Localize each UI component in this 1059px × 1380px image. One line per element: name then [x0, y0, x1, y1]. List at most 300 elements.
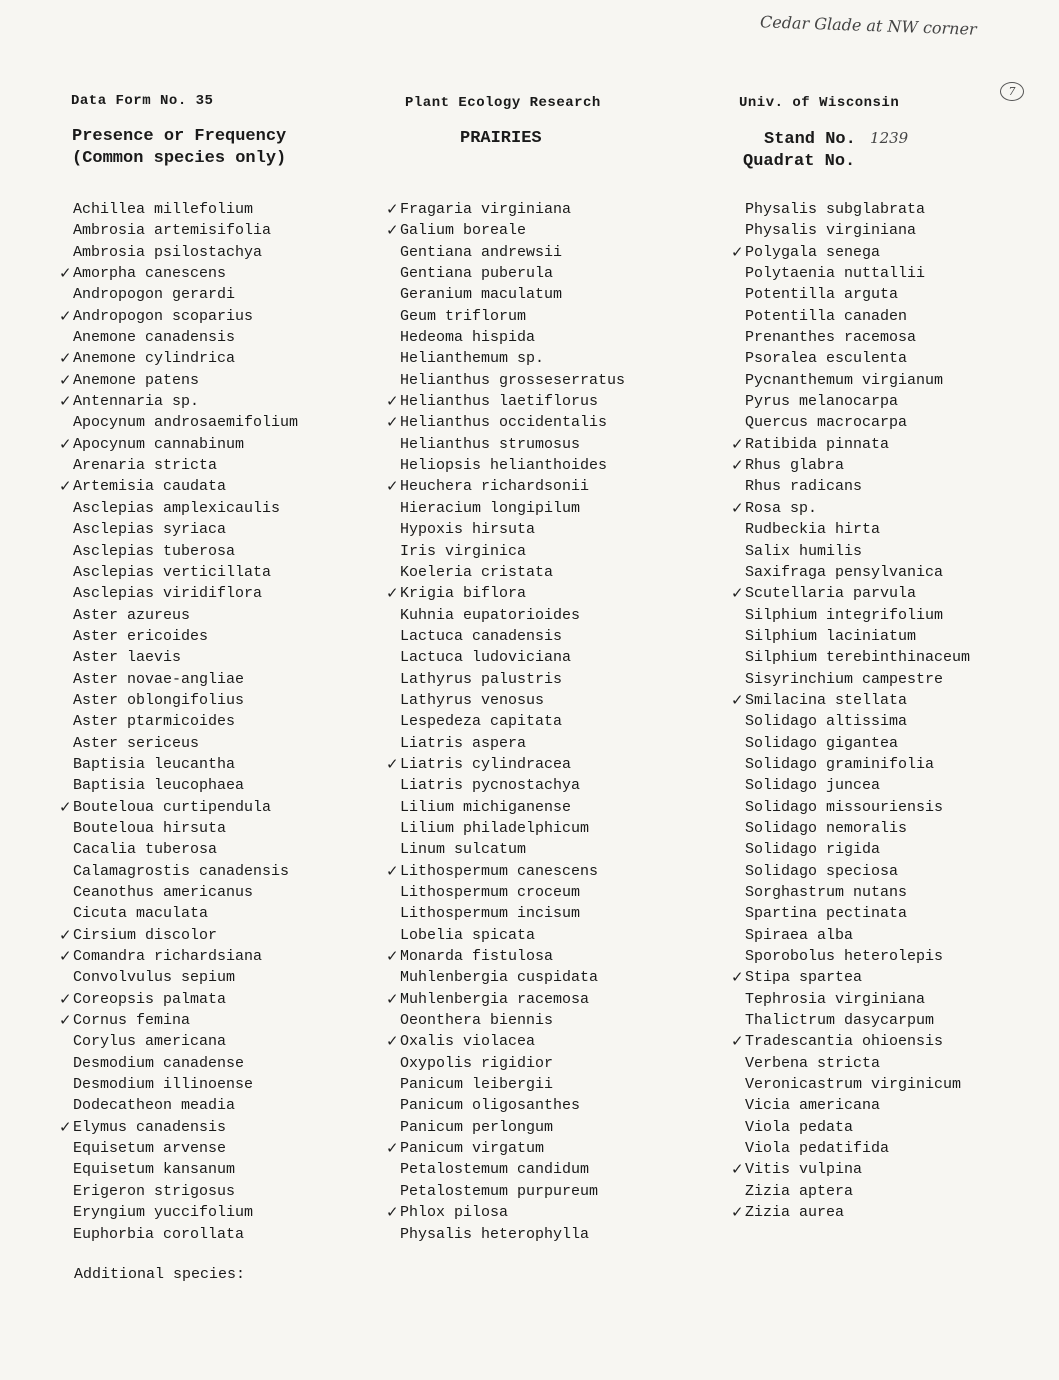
- species-name: Panicum leibergii: [400, 1076, 554, 1094]
- species-name: Andropogon gerardi: [73, 286, 236, 304]
- species-name: Solidago graminifolia: [745, 755, 935, 773]
- species-row: [400, 1074, 625, 1095]
- species-name: Krigia biflora: [400, 585, 527, 603]
- species-name: Lithospermum croceum: [400, 884, 581, 901]
- species-name: Equisetum kansanum: [73, 1161, 236, 1179]
- species-name: Ambrosia psilostachya: [73, 243, 263, 261]
- species-name: Solidago juncea: [745, 777, 881, 795]
- species-row: [73, 1159, 298, 1180]
- species-name: Amorpha canescens: [73, 265, 227, 283]
- species-row: [400, 370, 625, 391]
- species-name: Solidago speciosa: [745, 862, 899, 880]
- species-name: Sorghastrum nutans: [745, 884, 908, 901]
- species-name: Helianthus grosseserratus: [400, 371, 626, 389]
- species-row: [731, 434, 970, 455]
- species-row: [73, 1074, 298, 1095]
- presence-heading: [72, 126, 286, 170]
- species-row: [745, 412, 970, 433]
- species-name: Bouteloua hirsuta: [73, 819, 227, 837]
- species-row: [400, 455, 625, 476]
- species-name: Convolvulus sepium: [73, 969, 236, 987]
- species-row: [59, 306, 298, 327]
- species-row: [400, 1117, 625, 1138]
- species-name: Liatris cylindracea: [400, 755, 572, 773]
- species-column-3: [731, 199, 971, 1224]
- species-row: [386, 476, 625, 497]
- species-row: [73, 605, 298, 626]
- species-name: Hypoxis hirsuta: [400, 521, 536, 539]
- species-name: Heuchera richardsonii: [400, 478, 590, 496]
- species-name: Cornus femina: [73, 1012, 191, 1030]
- species-row: [59, 925, 298, 946]
- species-name: Vitis vulpina: [745, 1161, 863, 1179]
- species-row: [745, 1181, 970, 1202]
- check-mark-icon: ✓: [59, 349, 72, 368]
- species-name: Solidago rigida: [745, 841, 881, 859]
- species-name: Lathyrus palustris: [400, 670, 563, 688]
- species-name: Physalis virginiana: [745, 222, 917, 240]
- species-name: Rhus glabra: [745, 457, 845, 475]
- check-mark-icon: ✓: [59, 370, 72, 389]
- check-mark-icon: ✓: [731, 498, 744, 517]
- check-mark-icon: ✓: [386, 477, 399, 496]
- species-name: Euphorbia corollata: [73, 1225, 245, 1243]
- species-row: [73, 754, 298, 775]
- species-name: Polygala senega: [745, 243, 881, 261]
- species-row: [745, 220, 970, 241]
- presence-line-1: Presence or Frequency: [72, 127, 287, 146]
- species-name: Linum sulcatum: [400, 841, 527, 859]
- species-row: [59, 434, 298, 455]
- species-row: [59, 797, 298, 818]
- species-name: Gentiana andrewsii: [400, 243, 563, 261]
- species-row: [59, 1117, 298, 1138]
- check-mark-icon: ✓: [59, 989, 72, 1008]
- species-name: Muhlenbergia cuspidata: [400, 969, 599, 987]
- species-row: [73, 882, 298, 903]
- species-name: Rudbeckia hirta: [745, 521, 881, 539]
- species-name: Polytaenia nuttallii: [745, 265, 926, 283]
- species-row: [73, 284, 298, 305]
- species-name: Sisyrinchium campestre: [745, 670, 944, 688]
- check-mark-icon: ✓: [386, 989, 399, 1008]
- check-mark-icon: ✓: [386, 413, 399, 432]
- species-row: [745, 562, 970, 583]
- research-title: Plant Ecology Research: [405, 95, 601, 111]
- species-row: [731, 967, 970, 988]
- species-name: Bouteloua curtipendula: [73, 798, 272, 816]
- species-row: [745, 882, 970, 903]
- species-row: [73, 412, 298, 433]
- species-name: Tephrosia virginiana: [745, 990, 926, 1008]
- check-mark-icon: ✓: [386, 200, 399, 218]
- species-row: [745, 476, 970, 497]
- species-name: Coreopsis palmata: [73, 990, 227, 1008]
- check-mark-icon: ✓: [731, 968, 744, 987]
- species-name: Oxalis violacea: [400, 1033, 536, 1051]
- species-name: Artemisia caudata: [73, 478, 227, 496]
- species-name: Petalostemum candidum: [400, 1161, 590, 1179]
- species-row: [59, 1010, 298, 1031]
- check-mark-icon: ✓: [59, 306, 72, 325]
- species-name: Asclepias tuberosa: [73, 542, 236, 560]
- species-name: Comandra richardsiana: [73, 948, 263, 966]
- species-name: Apocynum androsaemifolium: [73, 414, 299, 432]
- species-name: Asclepias syriaca: [73, 521, 227, 539]
- check-mark-icon: ✓: [386, 584, 399, 603]
- species-row: [745, 1138, 970, 1159]
- species-row: [400, 1181, 625, 1202]
- species-row: [400, 1159, 625, 1180]
- species-row: [745, 903, 970, 924]
- species-name: Cicuta maculata: [73, 905, 209, 923]
- check-mark-icon: ✓: [59, 434, 72, 453]
- species-name: Monarda fistulosa: [400, 948, 554, 966]
- species-row: [400, 1053, 625, 1074]
- species-name: Lobelia spicata: [400, 926, 536, 944]
- species-name: Calamagrostis canadensis: [73, 862, 290, 880]
- species-name: Aster oblongifolius: [73, 691, 245, 709]
- species-row: [73, 1053, 298, 1074]
- species-row: [745, 733, 970, 754]
- check-mark-icon: ✓: [731, 456, 744, 475]
- species-row: [400, 690, 625, 711]
- species-row: [745, 754, 970, 775]
- species-name: Solidago gigantea: [745, 734, 899, 752]
- check-mark-icon: ✓: [59, 1117, 72, 1136]
- species-name: Anemone cylindrica: [73, 350, 236, 368]
- species-row: [731, 498, 970, 519]
- species-row: [73, 220, 298, 241]
- species-row: [73, 839, 298, 860]
- species-row: [745, 946, 970, 967]
- university-name: Univ. of Wisconsin: [739, 95, 900, 111]
- species-name: Prenanthes racemosa: [745, 329, 917, 347]
- species-row: [745, 839, 970, 860]
- species-row: [731, 1031, 970, 1052]
- species-name: Vicia americana: [745, 1097, 881, 1115]
- circled-page-number: 7: [1000, 82, 1024, 101]
- species-row: [400, 797, 625, 818]
- check-mark-icon: ✓: [59, 392, 72, 411]
- species-row: [745, 647, 970, 668]
- species-row: [73, 1202, 298, 1223]
- species-name: Ambrosia artemisifolia: [73, 222, 272, 240]
- species-row: [745, 263, 970, 284]
- check-mark-icon: ✓: [59, 264, 72, 283]
- species-name: Rosa sp.: [745, 499, 818, 517]
- species-name: Zizia aurea: [745, 1204, 845, 1222]
- species-name: Pycnanthemum virgianum: [745, 371, 944, 389]
- species-row: [386, 583, 625, 604]
- species-row: [731, 242, 970, 263]
- species-row: [400, 1095, 625, 1116]
- species-name: Andropogon scoparius: [73, 307, 254, 325]
- species-name: Phlox pilosa: [400, 1204, 509, 1222]
- check-mark-icon: ✓: [386, 947, 399, 966]
- species-row: [745, 989, 970, 1010]
- species-name: Gentiana puberula: [400, 265, 554, 283]
- species-row: [400, 1224, 625, 1245]
- species-name: Ratibida pinnata: [745, 435, 890, 453]
- species-row: [400, 925, 625, 946]
- species-name: Lathyrus venosus: [400, 691, 545, 709]
- species-row: [73, 626, 298, 647]
- check-mark-icon: ✓: [59, 797, 72, 816]
- species-row: [59, 946, 298, 967]
- species-row: [400, 519, 625, 540]
- species-name: Baptisia leucophaea: [73, 777, 245, 795]
- species-row: [73, 327, 298, 348]
- species-name: Elymus canadensis: [73, 1118, 227, 1136]
- species-name: Panicum virgatum: [400, 1140, 545, 1158]
- species-row: [73, 711, 298, 732]
- species-row: [73, 669, 298, 690]
- species-name: Lactuca canadensis: [400, 627, 563, 645]
- species-name: Aster azureus: [73, 606, 191, 624]
- species-row: [731, 1202, 970, 1223]
- species-row: [386, 1202, 625, 1223]
- species-row: [73, 498, 298, 519]
- species-row: [73, 818, 298, 839]
- presence-line-2: (Common species only): [72, 149, 287, 168]
- species-column-1: [59, 199, 299, 1245]
- species-name: Dodecatheon meadia: [73, 1097, 236, 1115]
- species-row: [400, 605, 625, 626]
- form-number: Data Form No. 35: [71, 93, 214, 109]
- species-name: Thalictrum dasycarpum: [745, 1012, 935, 1030]
- species-name: Anemone patens: [73, 371, 200, 389]
- species-row: [386, 220, 625, 241]
- check-mark-icon: ✓: [386, 1139, 399, 1158]
- species-name: Aster ericoides: [73, 627, 209, 645]
- check-mark-icon: ✓: [731, 1160, 744, 1179]
- species-row: [400, 541, 625, 562]
- species-row: [400, 967, 625, 988]
- check-mark-icon: ✓: [386, 861, 399, 880]
- species-row: [59, 263, 298, 284]
- species-name: Corylus americana: [73, 1033, 227, 1051]
- species-name: Panicum oligosanthes: [400, 1097, 581, 1115]
- species-row: [400, 434, 625, 455]
- species-row: [73, 1031, 298, 1052]
- species-name: Helianthus strumosus: [400, 435, 581, 453]
- species-name: Physalis subglabrata: [745, 201, 926, 218]
- stand-number: 1239: [870, 129, 909, 147]
- species-name: Muhlenbergia racemosa: [400, 990, 590, 1008]
- species-row: [73, 1181, 298, 1202]
- species-row: [59, 476, 298, 497]
- check-mark-icon: ✓: [386, 1032, 399, 1051]
- species-name: Kuhnia eupatorioides: [400, 606, 581, 624]
- species-name: Verbena stricta: [745, 1054, 881, 1072]
- species-row: [745, 519, 970, 540]
- species-row: [745, 605, 970, 626]
- species-name: Heliopsis helianthoides: [400, 457, 608, 475]
- species-name: Asclepias amplexicaulis: [73, 499, 281, 517]
- species-row: [73, 861, 298, 882]
- species-row: [73, 775, 298, 796]
- species-name: Eryngium yuccifolium: [73, 1204, 254, 1222]
- species-name: Saxifraga pensylvanica: [745, 563, 944, 581]
- species-row: [745, 391, 970, 412]
- species-name: Geum triflorum: [400, 307, 527, 325]
- species-row: [400, 882, 625, 903]
- species-name: Erigeron strigosus: [73, 1182, 236, 1200]
- species-name: Physalis heterophylla: [400, 1225, 590, 1243]
- species-row: [745, 306, 970, 327]
- species-row: [73, 199, 298, 220]
- species-name: Asclepias verticillata: [73, 563, 272, 581]
- check-mark-icon: ✓: [731, 690, 744, 709]
- species-name: Antennaria sp.: [73, 393, 200, 411]
- species-row: [386, 1138, 625, 1159]
- species-row: [73, 733, 298, 754]
- species-row: [400, 306, 625, 327]
- species-name: Helianthus occidentalis: [400, 414, 608, 432]
- quadrat-label: Quadrat No.: [743, 152, 856, 171]
- stand-quadrat-block: [743, 127, 908, 173]
- species-name: Potentilla canaden: [745, 307, 908, 325]
- species-row: [386, 861, 625, 882]
- check-mark-icon: ✓: [731, 1032, 744, 1051]
- check-mark-icon: ✓: [731, 1203, 744, 1222]
- species-row: [745, 1117, 970, 1138]
- species-row: [73, 1224, 298, 1245]
- species-row: [745, 327, 970, 348]
- species-name: Apocynum cannabinum: [73, 435, 245, 453]
- species-row: [400, 903, 625, 924]
- species-row: [745, 925, 970, 946]
- species-name: Desmodium illinoense: [73, 1076, 254, 1094]
- species-name: Aster novae-angliae: [73, 670, 245, 688]
- species-row: [59, 391, 298, 412]
- species-name: Arenaria stricta: [73, 457, 218, 475]
- species-row: [73, 455, 298, 476]
- species-name: Rhus radicans: [745, 478, 863, 496]
- species-name: Veronicastrum virginicum: [745, 1076, 962, 1094]
- species-row: [59, 989, 298, 1010]
- check-mark-icon: ✓: [386, 754, 399, 773]
- species-name: Ceanothus americanus: [73, 884, 254, 901]
- species-row: [386, 754, 625, 775]
- species-row: [386, 412, 625, 433]
- species-name: Viola pedatifida: [745, 1140, 890, 1158]
- species-name: Silphium laciniatum: [745, 627, 917, 645]
- species-name: Lilium michiganense: [400, 798, 572, 816]
- species-name: Pyrus melanocarpa: [745, 393, 899, 411]
- species-row: [731, 583, 970, 604]
- check-mark-icon: ✓: [59, 925, 72, 944]
- species-name: Smilacina stellata: [745, 691, 908, 709]
- handwritten-top-note: Cedar Glade at NW corner: [759, 12, 977, 39]
- species-name: Silphium integrifolium: [745, 606, 944, 624]
- species-name: Aster laevis: [73, 649, 182, 667]
- species-name: Quercus macrocarpa: [745, 414, 908, 432]
- species-row: [400, 711, 625, 732]
- species-name: Geranium maculatum: [400, 286, 563, 304]
- species-row: [73, 1095, 298, 1116]
- species-row: [400, 327, 625, 348]
- species-row: [73, 242, 298, 263]
- species-row: [386, 199, 625, 220]
- species-row: [400, 626, 625, 647]
- species-row: [731, 690, 970, 711]
- species-name: Iris virginica: [400, 542, 527, 560]
- species-name: Solidago missouriensis: [745, 798, 944, 816]
- species-row: [400, 1010, 625, 1031]
- species-name: Panicum perlongum: [400, 1118, 554, 1136]
- species-row: [745, 541, 970, 562]
- species-row: [745, 284, 970, 305]
- species-name: Cirsium discolor: [73, 926, 218, 944]
- species-row: [745, 861, 970, 882]
- species-row: [400, 818, 625, 839]
- species-name: Desmodium canadense: [73, 1054, 245, 1072]
- species-name: Asclepias viridiflora: [73, 585, 263, 603]
- species-name: Liatris aspera: [400, 734, 527, 752]
- species-name: Solidago nemoralis: [745, 819, 908, 837]
- species-name: Zizia aptera: [745, 1182, 854, 1200]
- species-row: [400, 263, 625, 284]
- species-name: Achillea millefolium: [73, 201, 254, 218]
- species-name: Spartina pectinata: [745, 905, 908, 923]
- species-row: [73, 903, 298, 924]
- species-name: Helianthus laetiflorus: [400, 393, 599, 411]
- species-name: Lithospermum incisum: [400, 905, 581, 923]
- species-name: Baptisia leucantha: [73, 755, 236, 773]
- species-name: Lactuca ludoviciana: [400, 649, 572, 667]
- species-row: [59, 370, 298, 391]
- species-row: [400, 733, 625, 754]
- species-name: Potentilla arguta: [745, 286, 899, 304]
- species-row: [745, 199, 970, 220]
- species-name: Aster ptarmicoides: [73, 713, 236, 731]
- species-name: Hieracium longipilum: [400, 499, 581, 517]
- species-row: [73, 690, 298, 711]
- species-row: [400, 498, 625, 519]
- species-row: [745, 711, 970, 732]
- species-row: [400, 647, 625, 668]
- page-title: PRAIRIES: [460, 129, 542, 148]
- species-name: Silphium terebinthinaceum: [745, 649, 971, 667]
- species-name: Tradescantia ohioensis: [745, 1033, 944, 1051]
- additional-species-label: Additional species:: [74, 1266, 246, 1283]
- species-row: [400, 242, 625, 263]
- species-name: Stipa spartea: [745, 969, 863, 987]
- species-name: Equisetum arvense: [73, 1140, 227, 1158]
- check-mark-icon: ✓: [386, 1203, 399, 1222]
- species-name: Oxypolis rigidior: [400, 1054, 554, 1072]
- species-name: Liatris pycnostachya: [400, 777, 581, 795]
- species-row: [386, 946, 625, 967]
- species-name: Galium boreale: [400, 222, 527, 240]
- species-row: [73, 541, 298, 562]
- species-row: [386, 989, 625, 1010]
- species-name: Viola pedata: [745, 1118, 854, 1136]
- species-row: [745, 797, 970, 818]
- species-row: [745, 818, 970, 839]
- species-row: [400, 775, 625, 796]
- species-row: [400, 669, 625, 690]
- species-row: [386, 1031, 625, 1052]
- species-row: [73, 519, 298, 540]
- species-name: Fragaria virginiana: [400, 201, 572, 218]
- species-row: [73, 562, 298, 583]
- check-mark-icon: ✓: [731, 434, 744, 453]
- species-row: [745, 370, 970, 391]
- species-name: Lespedeza capitata: [400, 713, 563, 731]
